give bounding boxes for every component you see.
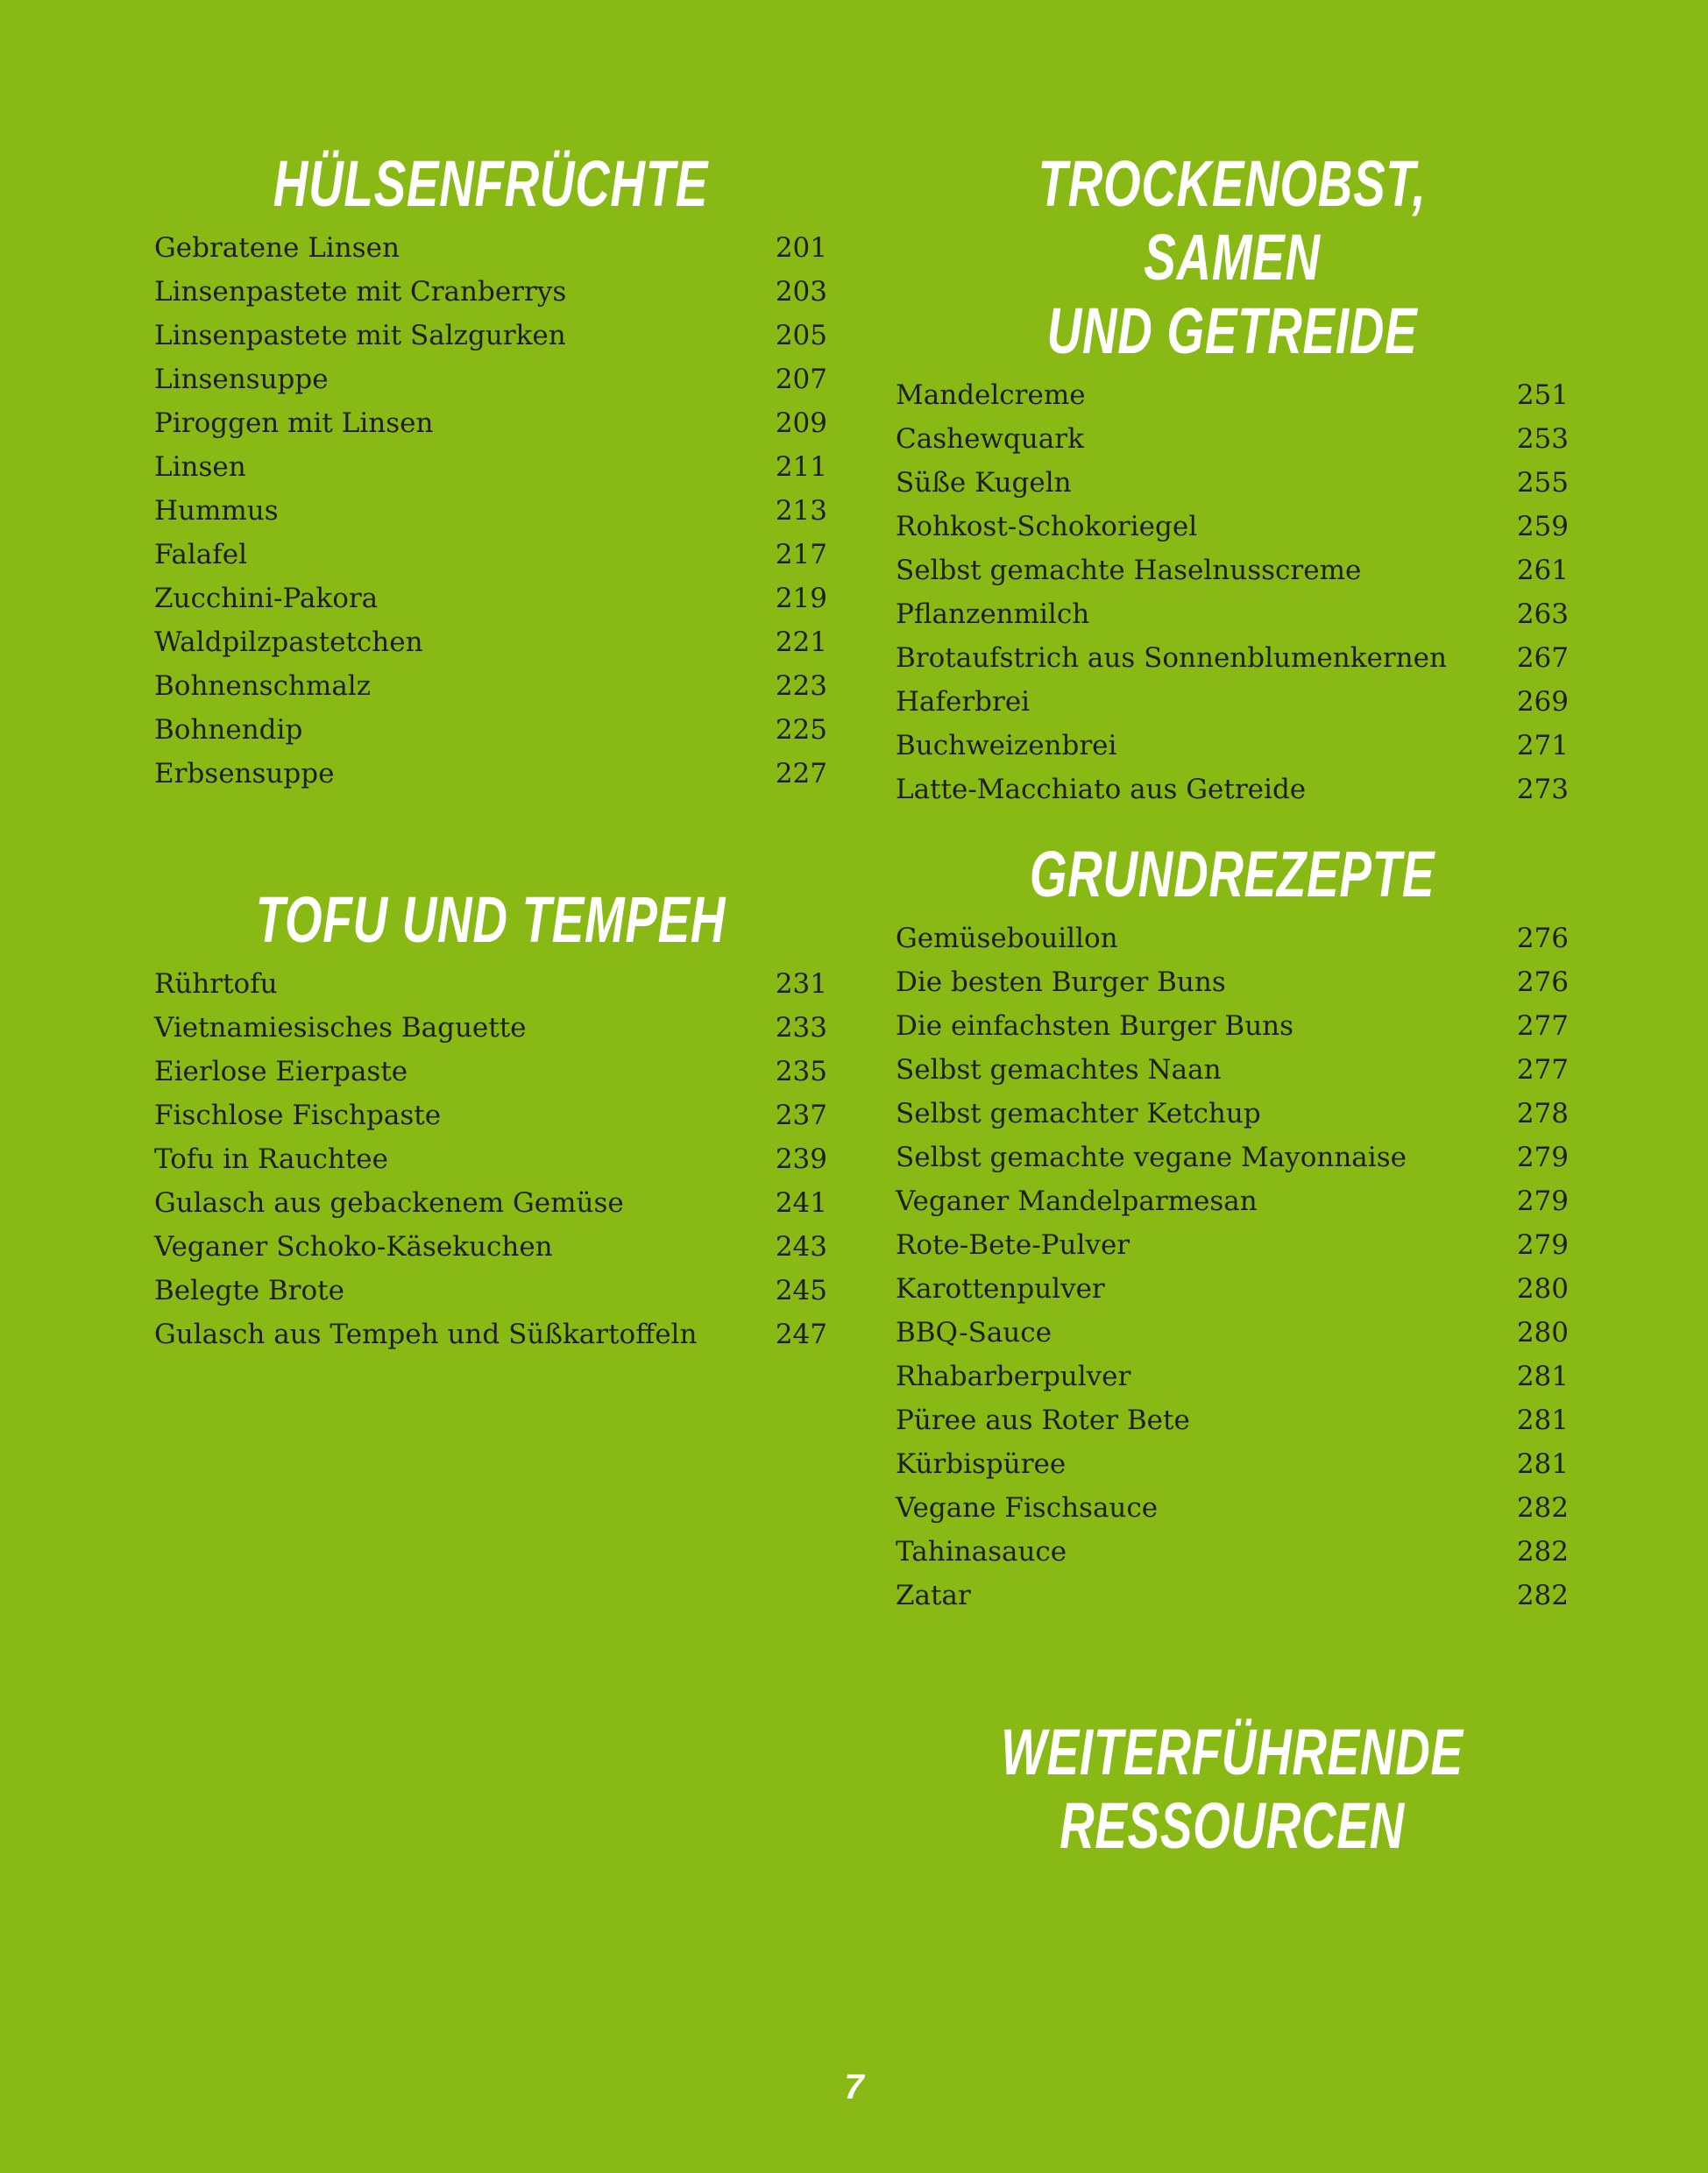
toc-entry-title: Gulasch aus Tempeh und Süßkartoffeln — [154, 1319, 698, 1350]
toc-entry-title: Waldpilzpastetchen — [154, 626, 423, 658]
toc-entry-title: Linsenpastete mit Salzgurken — [154, 320, 566, 351]
toc-entry-page: 271 — [1516, 730, 1569, 761]
toc-entry-title: Cashewquark — [896, 423, 1084, 455]
toc-entry-title: Falafel — [154, 539, 248, 570]
toc-entry-page: 207 — [775, 364, 827, 395]
toc-entry-page: 201 — [775, 232, 827, 264]
toc-entry — [154, 314, 827, 357]
toc-entry — [896, 1048, 1569, 1092]
toc-entry-page: 279 — [1516, 1186, 1569, 1217]
toc-entry — [896, 1267, 1569, 1311]
toc-entry-title: Rote-Bete-Pulver — [896, 1229, 1130, 1261]
toc-entry — [154, 270, 827, 314]
toc-entry-title: Tofu in Rauchtee — [154, 1143, 388, 1175]
toc-entry-page: 281 — [1516, 1448, 1569, 1480]
section-weiterfuehrende-ressourcen — [896, 1716, 1569, 1863]
toc-entry-page: 245 — [775, 1275, 827, 1306]
toc-entry — [154, 1006, 827, 1050]
toc-entry — [896, 1574, 1569, 1617]
toc-entry-title: Erbsensuppe — [154, 758, 335, 789]
toc-entry-title: Rohkost-Schokoriegel — [896, 511, 1198, 542]
toc-entry-title: Eierlose Eierpaste — [154, 1056, 408, 1087]
toc-entry-title: Latte-Macchiato aus Getreide — [896, 774, 1307, 805]
toc-entry-page: 233 — [775, 1012, 827, 1044]
toc-entry — [154, 752, 827, 796]
toc-entry-page: 281 — [1516, 1361, 1569, 1392]
toc-entry-page: 239 — [775, 1143, 827, 1175]
toc-entry — [896, 505, 1569, 549]
toc-entry — [154, 226, 827, 270]
toc-entry-title: Selbst gemachte Haselnusscreme — [896, 555, 1362, 586]
toc-entry — [896, 549, 1569, 592]
toc-list-grundrezepte — [896, 917, 1569, 1617]
toc-entry — [896, 917, 1569, 960]
page-number: 7 — [844, 2068, 864, 2106]
toc-entry — [154, 489, 827, 533]
toc-entry-page: 217 — [775, 539, 827, 570]
toc-entry-title: Hummus — [154, 495, 279, 527]
toc-entry-title: Die besten Burger Buns — [896, 966, 1226, 998]
toc-entry — [896, 680, 1569, 724]
section-title-huelsenfruechte: HÜLSENFRÜCHTE — [273, 147, 709, 220]
toc-entry-title: Pflanzenmilch — [896, 598, 1090, 630]
toc-entry — [896, 1442, 1569, 1486]
toc-entry — [154, 962, 827, 1006]
toc-entry — [896, 592, 1569, 636]
toc-entry-page: 231 — [775, 968, 827, 1000]
toc-entry-title: Veganer Schoko-Käsekuchen — [154, 1231, 553, 1263]
toc-entry — [154, 620, 827, 664]
toc-entry-title: Linsensuppe — [154, 364, 329, 395]
toc-list-trockenobst — [896, 373, 1569, 811]
toc-entry-page: 221 — [775, 626, 827, 658]
toc-entry-page: 209 — [775, 407, 827, 439]
toc-entry — [896, 1530, 1569, 1574]
toc-entry-page: 267 — [1516, 642, 1569, 674]
toc-entry-page: 241 — [775, 1187, 827, 1219]
toc-entry-title: Rhabarberpulver — [896, 1361, 1131, 1392]
toc-entry-page: 276 — [1516, 923, 1569, 954]
toc-entry-page: 263 — [1516, 598, 1569, 630]
toc-entry — [154, 445, 827, 489]
section-title-tofu-tempeh: TOFU UND TEMPEH — [255, 883, 726, 956]
toc-entry-page: 280 — [1516, 1273, 1569, 1305]
toc-entry — [896, 1136, 1569, 1179]
toc-entry-page: 253 — [1516, 423, 1569, 455]
toc-entry-title: Gulasch aus gebackenem Gemüse — [154, 1187, 624, 1219]
toc-entry-page: 277 — [1516, 1054, 1569, 1086]
toc-entry — [896, 636, 1569, 680]
toc-entry-title: Linsenpastete mit Cranberrys — [154, 276, 567, 308]
toc-entry-page: 282 — [1516, 1580, 1569, 1611]
section-title-weiterfuehrende-ressourcen: WEITERFÜHRENDE RESSOURCEN — [1001, 1716, 1463, 1862]
toc-entry-title: Piroggen mit Linsen — [154, 407, 434, 439]
toc-entry-page: 251 — [1516, 379, 1569, 411]
toc-entry-page: 211 — [775, 451, 827, 483]
toc-entry-title: Fischlose Fischpaste — [154, 1100, 442, 1131]
toc-entry-title: Kürbispüree — [896, 1448, 1067, 1480]
toc-entry-title: Bohnendip — [154, 714, 303, 746]
toc-entry — [896, 1092, 1569, 1136]
toc-entry — [154, 1094, 827, 1137]
toc-entry — [896, 1398, 1569, 1442]
toc-entry — [896, 1486, 1569, 1530]
section-tofu-tempeh — [154, 883, 827, 1356]
section-huelsenfruechte — [154, 147, 827, 796]
toc-entry — [896, 461, 1569, 505]
toc-entry — [154, 664, 827, 708]
toc-entry-page: 203 — [775, 276, 827, 308]
toc-entry-page: 237 — [775, 1100, 827, 1131]
toc-entry-title: Brotaufstrich aus Sonnenblumenkernen — [896, 642, 1447, 674]
toc-entry — [154, 708, 827, 752]
toc-entry-page: 227 — [775, 758, 827, 789]
toc-entry-page: 243 — [775, 1231, 827, 1263]
toc-entry-page: 281 — [1516, 1405, 1569, 1436]
section-grundrezepte — [896, 838, 1569, 1617]
toc-entry — [896, 373, 1569, 417]
toc-entry — [896, 1355, 1569, 1398]
toc-entry-page: 223 — [775, 670, 827, 702]
toc-entry-title: Zatar — [896, 1580, 971, 1611]
toc-entry-page: 225 — [775, 714, 827, 746]
section-title-trockenobst: TROCKENOBST, SAMEN UND GETREIDE — [1038, 147, 1427, 367]
toc-entry-title: Rührtofu — [154, 968, 278, 1000]
toc-entry-page: 269 — [1516, 686, 1569, 718]
toc-entry — [896, 724, 1569, 768]
toc-entry-page: 259 — [1516, 511, 1569, 542]
toc-entry — [154, 401, 827, 445]
toc-entry-page: 279 — [1516, 1229, 1569, 1261]
section-title-grundrezepte: GRUNDREZEPTE — [1029, 838, 1435, 910]
toc-entry-page: 280 — [1516, 1317, 1569, 1348]
toc-entry — [896, 1179, 1569, 1223]
toc-entry — [896, 417, 1569, 461]
toc-entry-title: Veganer Mandelparmesan — [896, 1186, 1258, 1217]
toc-list-huelsenfruechte — [154, 226, 827, 796]
toc-entry-page: 213 — [775, 495, 827, 527]
toc-entry-title: Mandelcreme — [896, 379, 1086, 411]
toc-entry-title: Linsen — [154, 451, 246, 483]
toc-entry-page: 282 — [1516, 1492, 1569, 1524]
section-trockenobst — [896, 147, 1569, 811]
toc-entry — [154, 1137, 827, 1181]
toc-entry-title: Püree aus Roter Bete — [896, 1405, 1190, 1436]
toc-entry — [154, 1050, 827, 1094]
toc-entry-page: 255 — [1516, 467, 1569, 499]
toc-entry-title: Karottenpulver — [896, 1273, 1105, 1305]
toc-entry-page: 205 — [775, 320, 827, 351]
toc-entry-title: Süße Kugeln — [896, 467, 1072, 499]
toc-entry-page: 235 — [775, 1056, 827, 1087]
toc-entry-title: BBQ-Sauce — [896, 1317, 1052, 1348]
toc-entry-page: 282 — [1516, 1536, 1569, 1568]
toc-entry — [154, 1269, 827, 1313]
toc-entry — [896, 960, 1569, 1004]
toc-entry-title: Vegane Fischsauce — [896, 1492, 1159, 1524]
toc-entry-page: 247 — [775, 1319, 827, 1350]
toc-entry-title: Die einfachsten Burger Buns — [896, 1010, 1294, 1042]
toc-entry — [896, 1223, 1569, 1267]
toc-entry — [896, 1004, 1569, 1048]
toc-entry-page: 219 — [775, 583, 827, 614]
toc-entry — [154, 1313, 827, 1356]
toc-entry-title: Gemüsebouillon — [896, 923, 1118, 954]
toc-entry — [154, 357, 827, 401]
toc-entry-title: Tahinasauce — [896, 1536, 1067, 1568]
toc-entry-title: Zucchini-Pakora — [154, 583, 379, 614]
toc-entry-title: Selbst gemachte vegane Mayonnaise — [896, 1142, 1407, 1173]
toc-entry — [154, 533, 827, 577]
toc-entry-page: 277 — [1516, 1010, 1569, 1042]
toc-entry-title: Vietnamiesisches Baguette — [154, 1012, 527, 1044]
toc-entry — [896, 1311, 1569, 1355]
toc-entry-title: Bohnenschmalz — [154, 670, 372, 702]
toc-entry-page: 261 — [1516, 555, 1569, 586]
toc-entry-page: 279 — [1516, 1142, 1569, 1173]
toc-entry-page: 273 — [1516, 774, 1569, 805]
toc-entry-page: 278 — [1516, 1098, 1569, 1129]
toc-entry — [154, 1181, 827, 1225]
toc-entry — [154, 1225, 827, 1269]
toc-entry-title: Belegte Brote — [154, 1275, 344, 1306]
toc-entry — [154, 577, 827, 620]
toc-list-tofu-tempeh — [154, 962, 827, 1356]
toc-entry-title: Haferbrei — [896, 686, 1031, 718]
toc-entry-title: Buchweizenbrei — [896, 730, 1117, 761]
toc-entry-title: Gebratene Linsen — [154, 232, 400, 264]
toc-entry-title: Selbst gemachter Ketchup — [896, 1098, 1261, 1129]
toc-entry-page: 276 — [1516, 966, 1569, 998]
toc-entry-title: Selbst gemachtes Naan — [896, 1054, 1222, 1086]
toc-entry — [896, 768, 1569, 811]
